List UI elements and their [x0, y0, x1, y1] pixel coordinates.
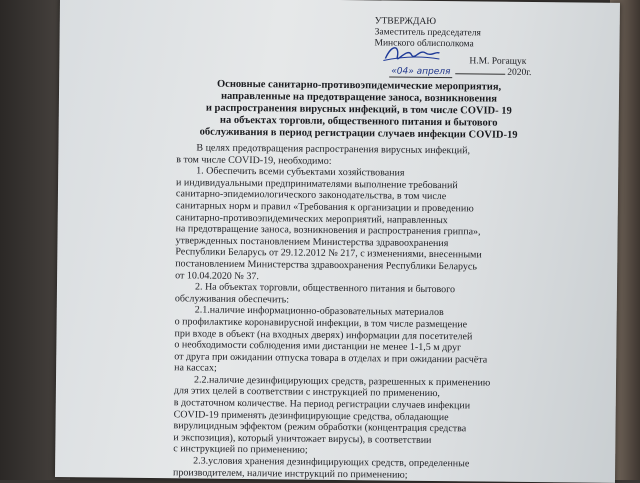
body-line: в том числе COVID-19, необходимо:	[176, 153, 332, 167]
approval-position-line1: Заместитель председателя	[374, 27, 481, 39]
body-line: Республики Беларусь от 29.12.2012 № 217, с изменениями, внесенными	[175, 246, 482, 261]
title-line: и распространения вирусных инфекций, в том числе COVID- 19	[205, 102, 512, 117]
title-line: направленные на предотвращение заноса, возникновения	[220, 90, 498, 105]
body-line: 2. На объектах торговли, общественного питания и бытового	[194, 281, 456, 296]
approval-position-line2: Минского облисполкома	[374, 38, 474, 50]
body-line: постановлением Министерства здравоохранения Республики Беларусь	[175, 258, 477, 273]
body-line: 1. Обеспечить всеми субъектами хозяйствования	[196, 165, 405, 179]
body-line: с инструкцией по применению;	[173, 443, 308, 457]
body-line: о профилактике коронавирусной инфекции, в том числе размещение	[174, 316, 468, 331]
body-line: на кассах;	[174, 362, 217, 375]
body-line: для этих целей в соответствии с инструкцией по применению,	[173, 385, 441, 400]
body-line: от друга при ожидании отпуска товара в отделах и при ожидании расчёта	[174, 350, 488, 366]
body-line: 2.3.условия хранения дезинфицирующих средств, определенные	[193, 455, 470, 470]
body-line: обслуживания обеспечить:	[174, 293, 290, 306]
body-line: санитарно-противоэпидемических мероприятий, направленных	[175, 211, 448, 226]
signature-icon	[381, 40, 441, 67]
body-line: в достаточном количестве. На период регистрации случаев инфекции	[173, 397, 471, 412]
approval-year: 2020г.	[507, 67, 532, 79]
document-body	[173, 142, 561, 482]
body-line: на предотвращение заноса, возникновения и распространения гриппа»,	[175, 223, 481, 238]
title-line: на объектах торговли, общественного питания и бытового	[219, 114, 498, 129]
title-line: обслуживания в период регистрации случаев инфекции COVID-19	[199, 126, 518, 141]
approval-heading: УТВЕРЖДАЮ	[374, 16, 437, 28]
body-line: утвержденных постановлением Министерства здравоохранения	[175, 235, 449, 249]
approval-date-handwritten: «04» апреля	[389, 67, 452, 79]
body-line: производителем, наличие инструкций по применению;	[172, 466, 408, 481]
body-line: 2.2.наличие дезинфицирующих средств, разрешенных к применению	[193, 374, 491, 389]
body-line: COVID-19 применять дезинфицирующие средства, обладающие	[173, 408, 449, 423]
body-line: В целях предотвращения распространения вирусных инфекций,	[196, 142, 471, 157]
body-line: санитарно-эпидемиологического законодательства, в том числе	[175, 188, 447, 203]
document-page	[55, 0, 620, 483]
title-line: Основные санитарно-противоэпидемические мероприятия,	[216, 78, 502, 93]
body-line: о необходимости соблюдения ими дистанции не менее 1-1,5 м друг	[174, 339, 462, 354]
document-title	[179, 78, 540, 142]
body-line: санитарных норм и правил «Требования к организации и проведению	[175, 200, 474, 215]
body-line: вирулицидным эффектом (режим обработки (концентрация средства	[173, 420, 467, 435]
body-line: и индивидуальными предпринимателями выполнение требований	[176, 177, 458, 192]
body-line: при входе в объект (на входных дверях) информации для посетителей	[174, 327, 473, 342]
body-line: и экспозиция), который уничтожает вирусы), в соответствии	[173, 432, 432, 446]
body-line: 2.1.наличие информационно-образовательных материалов	[194, 304, 444, 319]
approval-name: Н.М. Рогащук	[469, 56, 527, 67]
body-line: от 10.04.2020 № 37.	[175, 269, 259, 282]
approval-date	[389, 67, 531, 78]
